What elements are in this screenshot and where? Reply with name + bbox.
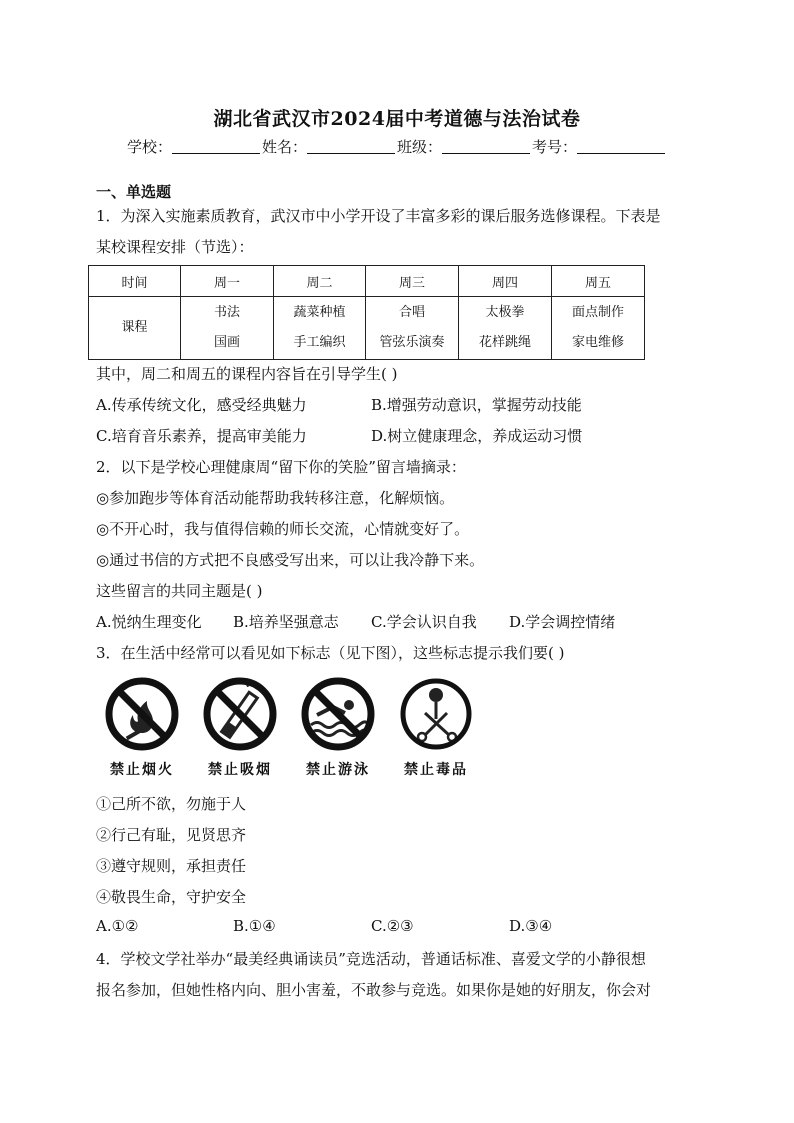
exam-title: 湖北省武汉市2024届中考道德与法治试卷 xyxy=(213,108,581,130)
q2-stem: 2．以下是学校心理健康周“留下你的笑脸”留言墙摘录： xyxy=(96,458,466,476)
cell-course: 面点制作 xyxy=(571,305,624,320)
school-field xyxy=(127,136,262,157)
cell-course: 管弦乐演奏 xyxy=(379,335,445,350)
course-schedule-table xyxy=(88,265,645,360)
no-drugs-icon xyxy=(397,675,475,753)
q1-question: 其中，周二和周五的课程内容旨在引导学生( ) xyxy=(96,365,398,383)
q1-option-c: C.培育音乐素养，提高审美能力 xyxy=(96,427,307,445)
q2-message: ◎参加跑步等体育活动能帮助我转移注意，化解烦恼。 xyxy=(96,489,455,507)
table-header-cell: 时间 xyxy=(89,266,181,297)
sign-label: 禁止烟火 xyxy=(110,762,174,778)
school-blank xyxy=(172,139,260,154)
name-field xyxy=(262,136,397,157)
no-smoking-icon xyxy=(201,675,279,753)
name-blank xyxy=(307,139,395,154)
table-cell xyxy=(274,297,366,360)
q3-statement: ④敬畏生命，守护安全 xyxy=(96,888,247,906)
cell-course: 合唱 xyxy=(398,305,425,320)
q1-stem-line2: 某校课程安排（节选）： xyxy=(96,238,254,256)
table-header-cell: 周五 xyxy=(552,266,645,297)
cell-course: 太极拳 xyxy=(485,305,525,320)
q3-option-b: B.①④ xyxy=(233,917,276,935)
q1-option-b: B.增强劳动意识，掌握劳动技能 xyxy=(371,396,582,414)
exam-number-label: 考号： xyxy=(532,138,578,156)
name-label: 姓名： xyxy=(261,138,307,156)
q2-option-b: B.培养坚强意志 xyxy=(233,613,339,631)
table-cell xyxy=(552,297,645,360)
table-header-cell: 周一 xyxy=(181,266,274,297)
table-cell xyxy=(459,297,552,360)
sign-no-fire xyxy=(102,675,182,779)
q2-option-d: D.学会调控情绪 xyxy=(509,613,616,631)
no-fire-icon xyxy=(103,675,181,753)
cell-course: 蔬菜种植 xyxy=(293,305,346,320)
exam-number-field xyxy=(532,136,667,157)
sign-label: 禁止游泳 xyxy=(306,762,370,778)
table-cell xyxy=(366,297,459,360)
cell-course: 国画 xyxy=(213,335,240,350)
table-row xyxy=(89,297,645,360)
q3-statement: ①己所不欲，勿施于人 xyxy=(96,795,247,813)
class-label: 班级： xyxy=(397,138,443,156)
q2-question: 这些留言的共同主题是( ) xyxy=(96,582,263,600)
cell-course: 花样跳绳 xyxy=(478,335,531,350)
q1-option-a: A.传承传统文化，感受经典魅力 xyxy=(96,396,307,414)
q1-stem-line1: 1．为深入实施素质教育，武汉市中小学开设了丰富多彩的课后服务选修课程。下表是 xyxy=(96,207,661,225)
student-info-line xyxy=(0,136,794,157)
class-blank xyxy=(442,139,530,154)
sign-label: 禁止吸烟 xyxy=(208,762,272,778)
table-header-cell: 周四 xyxy=(459,266,552,297)
q2-message: ◎通过书信的方式把不良感受写出来，可以让我冷静下来。 xyxy=(96,551,485,569)
q3-statement: ②行己有耻，见贤思齐 xyxy=(96,826,247,844)
table-header-cell: 周二 xyxy=(274,266,366,297)
cell-course: 手工编织 xyxy=(293,335,346,350)
class-field xyxy=(397,136,532,157)
q3-statement: ③遵守规则，承担责任 xyxy=(96,857,247,875)
no-swimming-icon xyxy=(299,675,377,753)
table-cell xyxy=(181,297,274,360)
q4-stem-line2: 报名参加，但她性格内向、胆小害羞，不敢参与竞选。如果你是她的好朋友，你会对 xyxy=(96,981,652,999)
q4-stem-line1: 4．学校文学社举办“最美经典诵读员”竞选活动，普通话标准、喜爱文学的小静很想 xyxy=(96,950,646,968)
q3-stem: 3．在生活中经常可以看见如下标志（见下图），这些标志提示我们要( ) xyxy=(96,644,565,662)
table-header-cell: 周三 xyxy=(366,266,459,297)
q2-option-a: A.悦纳生理变化 xyxy=(96,613,202,631)
table-header-row xyxy=(89,266,645,297)
table-row-label: 课程 xyxy=(89,297,181,360)
section-heading: 一、单选题 xyxy=(96,183,172,201)
q1-option-d: D.树立健康理念，养成运动习惯 xyxy=(371,427,583,445)
q3-option-c: C.②③ xyxy=(371,917,414,935)
school-label: 学校： xyxy=(126,138,172,156)
sign-no-drugs xyxy=(396,675,476,779)
q3-option-a: A.①② xyxy=(96,917,139,935)
sign-label: 禁止毒品 xyxy=(404,762,468,778)
sign-no-swimming xyxy=(298,675,378,779)
exam-number-blank xyxy=(577,139,665,154)
cell-course: 书法 xyxy=(213,305,240,320)
q3-option-d: D.③④ xyxy=(509,917,553,935)
q2-option-c: C.学会认识自我 xyxy=(371,613,477,631)
cell-course: 家电维修 xyxy=(571,335,624,350)
q2-message: ◎不开心时，我与值得信赖的师长交流，心情就变好了。 xyxy=(96,520,470,538)
sign-no-smoking xyxy=(200,675,280,779)
